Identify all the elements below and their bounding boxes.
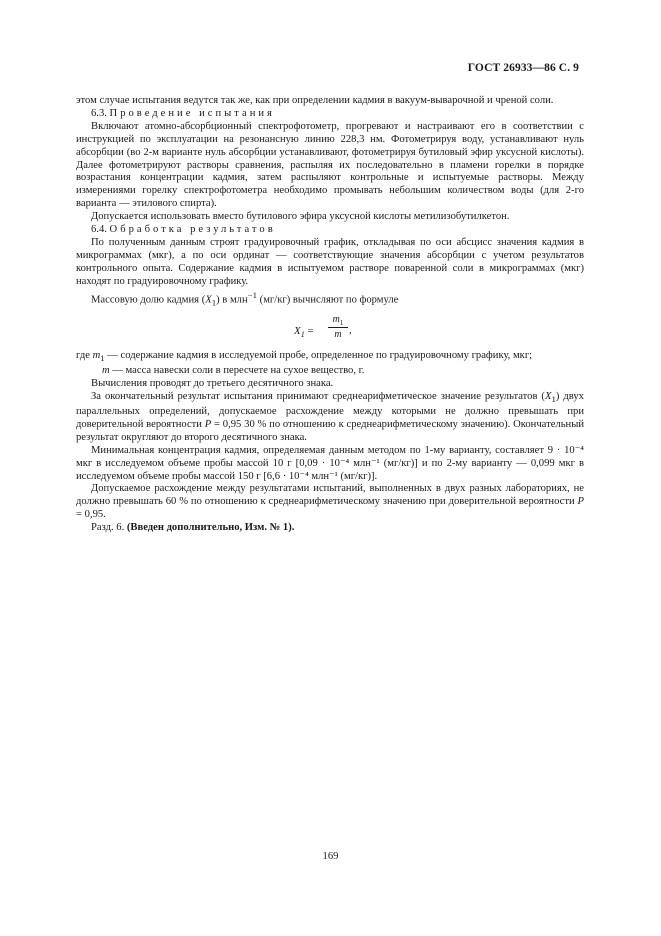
section-number: 6.4. xyxy=(91,224,107,236)
paragraph-min-concentration: Минимальная концентрация кадмия, определяемая данным методом по 1-му варианту, составляет 9 · 10⁻⁴ мкг в исследуемом объеме пробы массой 10 г [0,09 · 10⁻⁴ млн⁻¹ (мг/кг)] и по 2-му варианту — 0,099 мкг в исследуемом объеме пробы массой 150 г [6,6 · 10⁻⁴ млн⁻¹ (мг/кг)]. xyxy=(76,444,584,482)
legend-line-2: m — масса навески соли в пересчете на сухое вещество, г. xyxy=(102,365,365,377)
section-heading-6-4 xyxy=(76,224,584,237)
formula-denominator: m xyxy=(334,329,342,341)
paragraph-mass-fraction: Массовую долю кадмия $(X_1)$ в млн$^{-1}$ (мг/кг) вычисляют по формуле xyxy=(91,289,399,308)
formula-numerator: $m_1$ xyxy=(332,314,344,328)
page-number: 169 xyxy=(322,851,339,862)
paragraph-lab-discrepancy: Допускаемое расхождение между результатами испытаний, выполненных в двух разных лабораториях, не должно превышать 60 % по отношению к среднеарифметическому значению при доверительной вероятности P = 0,95. xyxy=(76,483,584,521)
formula-comma: , xyxy=(349,325,352,337)
body-text xyxy=(76,95,584,535)
paragraph-precision: Вычисления проводят до третьего десятичного знака. xyxy=(91,378,334,390)
section-title: Проведение испытания xyxy=(109,107,275,119)
paragraph-calibration: По полученным данным строят градуировочный график, откладывая по оси абсцисс значения кадмия в микрограммах (мкг), а по оси ординат — соответствующие значения абсорбции с учетом результатов контрольного опыта. Содержание кадмия в испытуемом растворе поваренной соли в микрограммах (мкг) находят по градуировочному графику. xyxy=(76,236,584,287)
section-title: Обработка результатов xyxy=(109,224,276,236)
fraction-bar xyxy=(328,327,348,328)
paragraph-alternative: Допускается использовать вместо бутилового эфира уксусной кислоты метилизобутилкетон. xyxy=(91,211,510,223)
section-heading-6-3 xyxy=(76,108,584,121)
paragraph-final-result: За окончательный результат испытания принимают среднеарифметическое значение результатов $(X_1)$ двух параллельных определений, допускаемое расхождение между которыми не должно превышать при доверительной вероятности P = 0,95 30 % по отношению к среднеарифметическому значению). Окончательный результат округляют до второго десятичного знака. xyxy=(76,390,584,443)
section-number: 6.3. xyxy=(91,107,107,119)
formula-fraction xyxy=(328,314,348,341)
formula xyxy=(76,312,584,348)
paragraph-procedure: Включают атомно-абсорбционный спектрофотометр, прогревают и настраивают его в соответствии с инструкцией по эксплуатации на резонансную линию 228,3 нм. Фотометрируя воду, устанавливают нуль абсорбции (во 2-м варианте нуль абсорбции устанавливают, фотометрируя бутиловый эфир уксусной кислоты). Далее фотометрируют растворы сравнения, распыляя их последовательно в пламени горелки в порядке возрастания концентрации кадмия, затем распыляют контрольные и испытуемые растворы. Между измерениями горелку спектрофотометра необходимо промывать небольшим количеством воды (для 2-го варианта — этилового спирта). xyxy=(76,120,584,210)
paragraph-continuation: этом случае испытания ведутся так же, как при определении кадмия в вакуум-выварочной и чреной соли. xyxy=(76,95,554,106)
paragraph-amendment: Разд. 6. (Введен дополнительно, Изм. № 1). xyxy=(91,522,295,534)
formula-lhs: $X_1$ = xyxy=(294,325,314,340)
legend-line-1: где $m_1$ — содержание кадмия в исследуемой пробе, определенное по градуировочному графику, мкг; xyxy=(76,350,533,364)
page-header: ГОСТ 26933—86 С. 9 xyxy=(467,62,579,74)
